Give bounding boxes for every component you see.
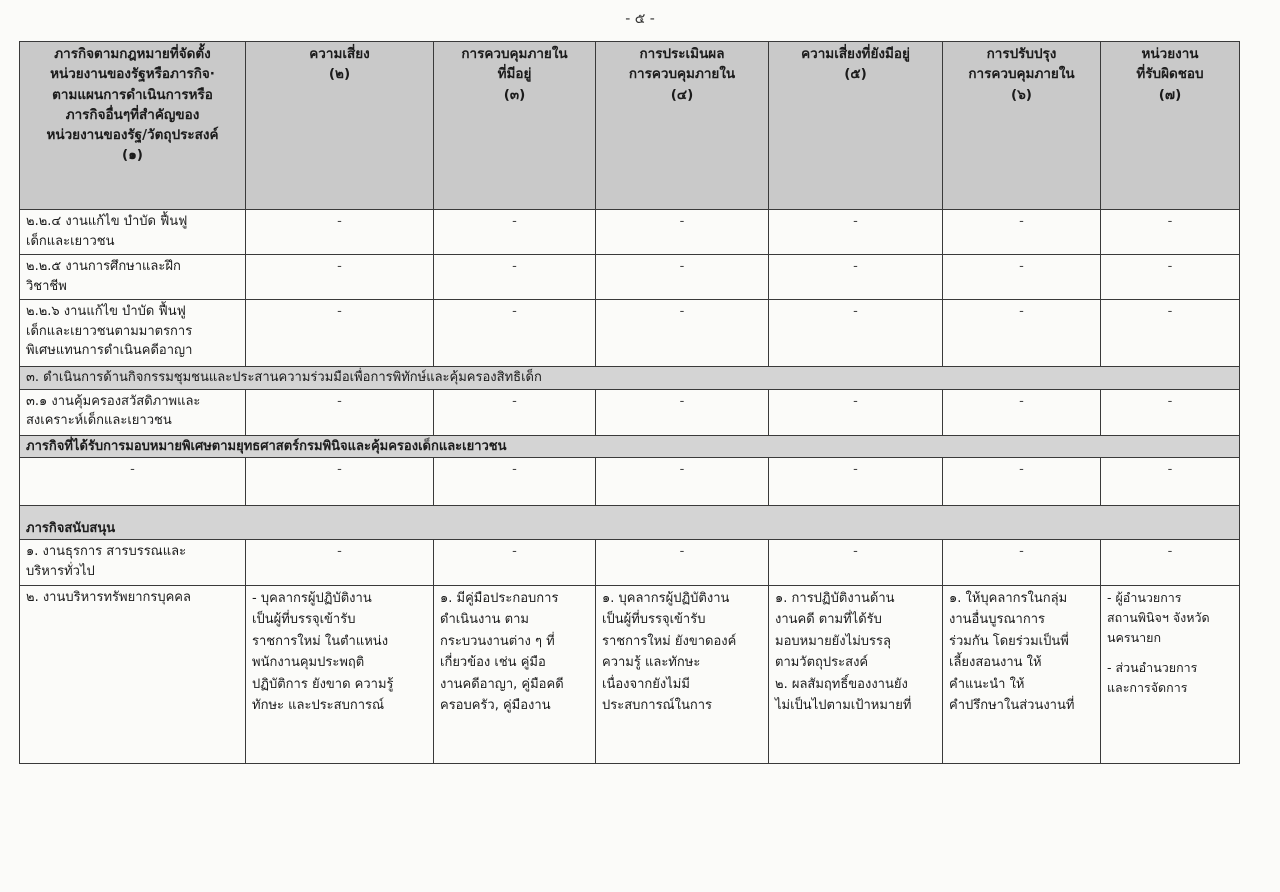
table-row [20,586,1240,764]
cell-dash: - [246,300,434,367]
internal-control-table [19,41,1240,764]
header-control-improvement: การปรับปรุง การควบคุมภายใน (๖) [943,42,1101,210]
cell-dash: - [596,458,769,506]
cell-dash: - [246,255,434,300]
header-risk: ความเสี่ยง (๒) [246,42,434,210]
row-label: ๒.๒.๖ งานแก้ไข บำบัด ฟื้นฟู เด็กและเยาวชนตามมาตรการ พิเศษแทนการดำเนินคดีอาญา [20,300,246,367]
cell-dash: - [434,255,596,300]
cell-dash: - [596,300,769,367]
cell-dash: - [769,458,943,506]
section-title: ภารกิจที่ได้รับการมอบหมายพิเศษตามยุทธศาสตร์กรมพินิจและคุ้มครองเด็กและเยาวชน [20,435,1240,458]
table-row [20,255,1240,300]
cell-dash: - [943,210,1101,255]
table-row [20,210,1240,255]
evaluation-detail: ๑. บุคลากรผู้ปฏิบัติงาน เป็นผู้ที่บรรจุเข้ารับ ราชการใหม่ ยังขาดองค์ ความรู้ และทักษะ เนื่องจากยังไม่มี ประสบการณ์ในการ [596,586,769,764]
cell-dash: - [596,540,769,586]
header-row [20,42,1240,210]
cell-dash: - [943,300,1101,367]
cell-dash: - [434,458,596,506]
header-mission: ภารกิจตามกฎหมายที่จัดตั้ง หน่วยงานของรัฐหรือภารกิจ· ตามแผนการดำเนินการหรือ ภารกิจอื่นๆที่สำคัญของ หน่วยงานของรัฐ/วัตถุประสงค์ (๑) [20,42,246,210]
cell-dash: - [596,255,769,300]
header-control-evaluation: การประเมินผล การควบคุมภายใน (๔) [596,42,769,210]
section-title: ภารกิจสนับสนุน [20,506,1240,540]
row-label: ๒.๒.๕ งานการศึกษาและฝึก วิชาชีพ [20,255,246,300]
cell-dash: - [246,210,434,255]
header-responsible-unit: หน่วยงาน ที่รับผิดชอบ (๗) [1101,42,1240,210]
cell-dash: - [1101,255,1240,300]
cell-dash: - [1101,300,1240,367]
table-row [20,540,1240,586]
cell-dash: - [434,540,596,586]
cell-dash: - [943,255,1101,300]
row-label: ๒. งานบริหารทรัพยากรบุคคล [20,586,246,764]
cell-dash: - [596,389,769,435]
cell-dash: - [943,458,1101,506]
cell-dash: - [20,458,246,506]
responsible-unit-detail: - ผู้อำนวยการ สถานพินิจฯ จังหวัด นครนายก - ส่วนอำนวยการ และการจัดการ [1101,586,1240,764]
header-existing-control: การควบคุมภายใน ที่มีอยู่ (๓) [434,42,596,210]
cell-dash: - [434,389,596,435]
section-title: ๓. ดำเนินการด้านกิจกรรมชุมชนและประสานความร่วมมือเพื่อการพิทักษ์และคุ้มครองสิทธิเด็ก [20,367,1240,390]
cell-dash: - [769,255,943,300]
remaining-risk-detail: ๑. การปฏิบัติงานด้าน งานคดี ตามที่ได้รับ มอบหมายยังไม่บรรลุ ตามวัตถุประสงค์ ๒. ผลสัมฤทธิ์ของงานยัง ไม่เป็นไปตามเป้าหมายที่ [769,586,943,764]
cell-dash: - [434,300,596,367]
table-row [20,389,1240,435]
section-row [20,367,1240,390]
risk-detail: - บุคลากรผู้ปฏิบัติงาน เป็นผู้ที่บรรจุเข้ารับ ราชการใหม่ ในตำแหน่ง พนักงานคุมประพฤติ ปฏิบัติการ ยังขาด ความรู้ ทักษะ และประสบการณ์ [246,586,434,764]
cell-dash: - [769,210,943,255]
table-row [20,458,1240,506]
cell-dash: - [246,389,434,435]
cell-dash: - [1101,389,1240,435]
page-number: - ๕ - [625,11,655,27]
cell-dash: - [943,389,1101,435]
cell-dash: - [246,458,434,506]
cell-dash: - [769,540,943,586]
row-label: ๒.๒.๔ งานแก้ไข บำบัด ฟื้นฟู เด็กและเยาวชน [20,210,246,255]
cell-dash: - [1101,458,1240,506]
section-row [20,435,1240,458]
row-label: ๑. งานธุรการ สารบรรณและ บริหารทั่วไป [20,540,246,586]
section-row [20,506,1240,540]
cell-dash: - [769,300,943,367]
cell-dash: - [1101,540,1240,586]
cell-dash: - [246,540,434,586]
improvement-detail: ๑. ให้บุคลากรในกลุ่ม งานอื่นบูรณาการ ร่วมกัน โดยร่วมเป็นพี่ เลี้ยงสอนงาน ให้ คำแนะนำ ให้ คำปรึกษาในส่วนงานที่ [943,586,1101,764]
cell-dash: - [434,210,596,255]
existing-control-detail: ๑. มีคู่มือประกอบการ ดำเนินงาน ตาม กระบวนงานต่าง ๆ ที่ เกี่ยวข้อง เช่น คู่มือ งานคดีอาญา, คู่มือคดี ครอบครัว, คู่มืองาน [434,586,596,764]
cell-dash: - [1101,210,1240,255]
cell-dash: - [769,389,943,435]
cell-dash: - [596,210,769,255]
table-row [20,300,1240,367]
header-remaining-risk: ความเสี่ยงที่ยังมีอยู่ (๕) [769,42,943,210]
cell-dash: - [943,540,1101,586]
row-label: ๓.๑ งานคุ้มครองสวัสดิภาพและ สงเคราะห์เด็กและเยาวชน [20,389,246,435]
